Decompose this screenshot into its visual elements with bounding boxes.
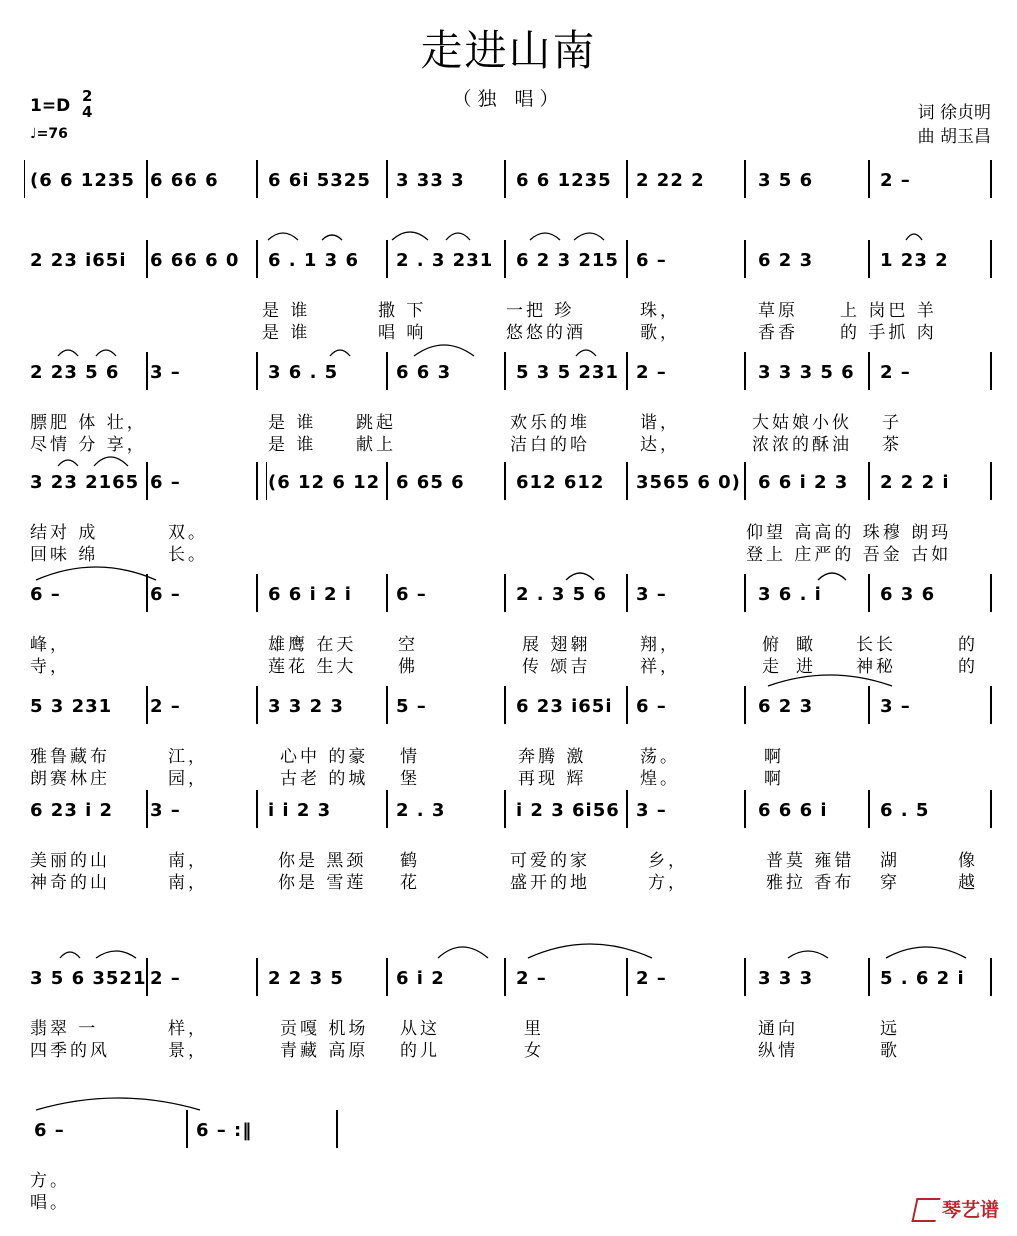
lyric-syllables: 盛开的地 bbox=[510, 873, 590, 893]
lyric-syllables: 寺， bbox=[30, 657, 70, 677]
lyric-syllables: 膘肥 体 壮， bbox=[30, 413, 147, 433]
measure: 6 6 1235 bbox=[516, 170, 612, 191]
score-line bbox=[0, 240, 1017, 280]
slur bbox=[392, 232, 428, 240]
lyric-syllables: 雅鲁藏布 bbox=[30, 747, 110, 767]
barline bbox=[386, 574, 388, 612]
measure: 2 – bbox=[880, 170, 911, 191]
lyric-syllables: 景， bbox=[168, 1041, 208, 1061]
barline bbox=[336, 1110, 338, 1148]
measure: 2 – bbox=[516, 968, 547, 989]
barline bbox=[146, 240, 148, 278]
lyric-syllables: 莲花 生大 bbox=[268, 657, 357, 677]
measure: 1 23 2 bbox=[880, 250, 949, 271]
repeat-bracket bbox=[266, 462, 267, 500]
slur bbox=[528, 944, 652, 958]
measure: 2 . 3 231 bbox=[396, 250, 494, 271]
measure: 6 2 3 bbox=[758, 250, 814, 271]
barline bbox=[626, 686, 628, 724]
barline bbox=[990, 240, 992, 278]
barline bbox=[744, 240, 746, 278]
measure: 3 5 6 bbox=[758, 170, 814, 191]
barline bbox=[626, 160, 628, 198]
lyric-syllables: 长长 bbox=[856, 635, 896, 655]
barline bbox=[146, 686, 148, 724]
measure: 612 612 bbox=[516, 472, 605, 493]
measure: i i 2 3 bbox=[268, 800, 332, 821]
measure: 2 – bbox=[150, 696, 181, 717]
measure: 6 – :‖ bbox=[196, 1120, 253, 1141]
slur bbox=[446, 233, 470, 240]
measure: 6 – bbox=[150, 472, 181, 493]
lyric-syllables: 唱 响 bbox=[378, 323, 427, 343]
slur bbox=[574, 233, 604, 240]
measure: 6 – bbox=[150, 584, 181, 605]
lyric-syllables: 远 bbox=[880, 1019, 900, 1039]
measure: 3 5 6 3521 bbox=[30, 968, 147, 989]
lyric-syllables: 谐， bbox=[640, 413, 680, 433]
time-signature-bottom: 4 bbox=[82, 103, 93, 121]
barline bbox=[626, 574, 628, 612]
logo-mark-icon bbox=[911, 1198, 940, 1222]
measure: 2 23 5 6 bbox=[30, 362, 120, 383]
lyric-syllables: 献上 bbox=[356, 435, 396, 455]
barline bbox=[990, 686, 992, 724]
measure: 6 66 6 0 bbox=[150, 250, 240, 271]
lyric-syllables: 佛 bbox=[398, 657, 418, 677]
site-logo: 琴艺谱 bbox=[914, 1195, 999, 1223]
lyric-syllables: 浓浓的酥油 bbox=[752, 435, 852, 455]
lyric-syllables: 尽情 分 享， bbox=[30, 435, 147, 455]
barline bbox=[386, 352, 388, 390]
lyric-syllables: 越 bbox=[958, 873, 978, 893]
lyric-syllables: 是 谁 bbox=[262, 323, 311, 343]
lyric-syllables: 普莫 雍错 bbox=[766, 851, 855, 871]
barline bbox=[504, 958, 506, 996]
measure: 6 6 3 bbox=[396, 362, 452, 383]
measure: 2 22 2 bbox=[636, 170, 705, 191]
measure: 2 . 3 5 6 bbox=[516, 584, 608, 605]
composer-credit: 曲 胡玉昌 bbox=[917, 127, 991, 147]
lyric-syllables: 再现 辉 bbox=[518, 769, 587, 789]
lyric-syllables: 啊 bbox=[764, 747, 784, 767]
measure: 6 6 i 2 i bbox=[268, 584, 352, 605]
barline bbox=[626, 240, 628, 278]
barline bbox=[386, 686, 388, 724]
barline bbox=[990, 160, 992, 198]
barline bbox=[990, 574, 992, 612]
measure: 6 2 3 bbox=[758, 696, 814, 717]
measure: 5 3 5 231 bbox=[516, 362, 619, 383]
barline bbox=[386, 160, 388, 198]
measure: 2 – bbox=[636, 362, 667, 383]
measure: 6 6 i 2 3 bbox=[758, 472, 849, 493]
measure: 3 23 2165 bbox=[30, 472, 140, 493]
barline bbox=[504, 462, 506, 500]
repeat-bracket bbox=[24, 160, 25, 198]
lyric-syllables: 长。 bbox=[168, 545, 208, 565]
measure: 3 – bbox=[636, 584, 667, 605]
lyric-syllables: 方， bbox=[648, 873, 688, 893]
measure: 6 i 2 bbox=[396, 968, 445, 989]
measure: 6 6i 5325 bbox=[268, 170, 371, 191]
barline bbox=[990, 352, 992, 390]
measure: 2 2 3 5 bbox=[268, 968, 344, 989]
barline bbox=[256, 958, 258, 996]
lyric-syllables: 四季的风 bbox=[30, 1041, 110, 1061]
lyric-syllables: 回味 绵 bbox=[30, 545, 99, 565]
lyric-syllables: 达， bbox=[640, 435, 680, 455]
measure: 3 33 3 bbox=[396, 170, 465, 191]
measure: 6 6 6 i bbox=[758, 800, 828, 821]
measure: 3 3 3 bbox=[758, 968, 814, 989]
barline bbox=[868, 958, 870, 996]
tempo-marking bbox=[30, 126, 68, 142]
barline bbox=[868, 574, 870, 612]
measure: i 2 3 6i56 bbox=[516, 800, 620, 821]
score-line bbox=[0, 790, 1017, 830]
score-line bbox=[0, 574, 1017, 614]
lyric-syllables: 双。 bbox=[168, 523, 208, 543]
measure: 3 – bbox=[880, 696, 911, 717]
lyric-syllables: 进 bbox=[796, 657, 816, 677]
lyric-syllables: 洁白的哈 bbox=[510, 435, 590, 455]
measure: 6 . 1 3 6 bbox=[268, 250, 360, 271]
lyric-syllables: 是 谁 bbox=[268, 435, 317, 455]
barline bbox=[146, 462, 148, 500]
barline bbox=[504, 790, 506, 828]
barline bbox=[256, 352, 258, 390]
measure: 3 – bbox=[636, 800, 667, 821]
lyric-syllables: 方。 bbox=[30, 1171, 70, 1191]
lyric-syllables: 女 bbox=[524, 1041, 544, 1061]
lyric-syllables: 走 bbox=[762, 657, 782, 677]
lyric-syllables: 鹤 bbox=[400, 851, 420, 871]
lyric-syllables: 翔， bbox=[640, 635, 680, 655]
lyric-syllables: 是 谁 bbox=[262, 301, 311, 321]
lyric-syllables: 南， bbox=[168, 873, 208, 893]
barline bbox=[504, 686, 506, 724]
barline bbox=[626, 462, 628, 500]
time-signature bbox=[82, 88, 92, 120]
barline bbox=[744, 462, 746, 500]
score-line bbox=[0, 958, 1017, 998]
measure: 3 6 . i bbox=[758, 584, 822, 605]
barline bbox=[744, 790, 746, 828]
barline bbox=[146, 790, 148, 828]
lyric-syllables: 像 bbox=[958, 851, 978, 871]
lyric-syllables: 是 谁 bbox=[268, 413, 317, 433]
measure: 3 3 3 5 6 bbox=[758, 362, 855, 383]
barline bbox=[256, 160, 258, 198]
measure: 6 – bbox=[30, 584, 61, 605]
score-line bbox=[0, 160, 1017, 200]
lyric-syllables: 翡翠 一 bbox=[30, 1019, 99, 1039]
measure: 3 3 2 3 bbox=[268, 696, 344, 717]
measure: 2 23 i65i bbox=[30, 250, 127, 271]
score-line bbox=[0, 1110, 1017, 1150]
lyric-syllables: 空 bbox=[398, 635, 418, 655]
barline bbox=[868, 240, 870, 278]
lyric-syllables: 乡， bbox=[648, 851, 688, 871]
lyric-syllables: 贡嘎 机场 bbox=[280, 1019, 369, 1039]
measure: (6 6 1235 bbox=[30, 170, 135, 191]
lyric-syllables: 悠悠的酒 bbox=[506, 323, 586, 343]
slur bbox=[438, 947, 488, 958]
lyric-syllables: 堡 bbox=[400, 769, 420, 789]
measure: 3 – bbox=[150, 800, 181, 821]
barline bbox=[256, 686, 258, 724]
barline bbox=[868, 352, 870, 390]
measure: 2 2 2 i bbox=[880, 472, 950, 493]
barline bbox=[504, 352, 506, 390]
lyric-syllables: 南， bbox=[168, 851, 208, 871]
quarter-note-icon: ♩ bbox=[30, 126, 37, 142]
key-signature: 1=D bbox=[30, 96, 71, 116]
lyric-syllables: 结对 成 bbox=[30, 523, 99, 543]
measure: 6 66 6 bbox=[150, 170, 219, 191]
barline bbox=[744, 352, 746, 390]
lyric-syllables: 里 bbox=[524, 1019, 544, 1039]
barline bbox=[744, 686, 746, 724]
lyric-syllables: 香香 bbox=[758, 323, 798, 343]
lyric-syllables: 欢乐的堆 bbox=[510, 413, 590, 433]
slur bbox=[36, 1098, 200, 1110]
score-line bbox=[0, 686, 1017, 726]
lyric-syllables: 你是 雪莲 bbox=[278, 873, 367, 893]
lyric-syllables: 美丽的山 bbox=[30, 851, 110, 871]
measure: (6 12 6 12 bbox=[268, 472, 381, 493]
lyric-syllables: 纵情 bbox=[758, 1041, 798, 1061]
barline bbox=[868, 160, 870, 198]
measure: 6 23 i 2 bbox=[30, 800, 114, 821]
measure: 5 . 6 2 i bbox=[880, 968, 965, 989]
measure: 5 3 231 bbox=[30, 696, 113, 717]
lyric-syllables: 园， bbox=[168, 769, 208, 789]
barline bbox=[256, 462, 258, 500]
measure: 6 – bbox=[34, 1120, 65, 1141]
measure: 2 – bbox=[880, 362, 911, 383]
lyric-syllables: 古老 的城 bbox=[280, 769, 369, 789]
lyric-syllables: 茶 bbox=[882, 435, 902, 455]
slur bbox=[268, 233, 298, 240]
lyric-syllables: 雄鹰 在天 bbox=[268, 635, 357, 655]
measure: 6 – bbox=[636, 250, 667, 271]
lyric-syllables: 江， bbox=[168, 747, 208, 767]
lyric-syllables: 大姑娘小伙 bbox=[752, 413, 852, 433]
lyricist-credit: 词 徐贞明 bbox=[917, 103, 991, 123]
measure: 2 . 3 bbox=[396, 800, 446, 821]
measure: 6 23 i65i bbox=[516, 696, 613, 717]
lyric-syllables: 青藏 高原 bbox=[280, 1041, 369, 1061]
lyric-syllables: 展 翅翱 bbox=[522, 635, 591, 655]
lyric-syllables: 神秘 bbox=[856, 657, 896, 677]
score-line bbox=[0, 462, 1017, 502]
lyric-syllables: 你是 黑颈 bbox=[278, 851, 367, 871]
barline bbox=[256, 574, 258, 612]
measure: 2 – bbox=[150, 968, 181, 989]
barline bbox=[990, 958, 992, 996]
lyric-syllables: 煌。 bbox=[640, 769, 680, 789]
measure: 6 – bbox=[396, 584, 427, 605]
lyric-syllables: 神奇的山 bbox=[30, 873, 110, 893]
slur bbox=[96, 951, 136, 958]
lyric-syllables: 祥， bbox=[640, 657, 680, 677]
lyric-syllables: 可爱的家 bbox=[510, 851, 590, 871]
lyric-syllables: 俯 bbox=[762, 635, 782, 655]
lyric-syllables: 雅拉 香布 bbox=[766, 873, 855, 893]
barline bbox=[386, 240, 388, 278]
lyric-syllables: 峰， bbox=[30, 635, 70, 655]
barline bbox=[504, 574, 506, 612]
barline bbox=[744, 160, 746, 198]
lyric-syllables: 撒 下 bbox=[378, 301, 427, 321]
barline bbox=[504, 160, 506, 198]
lyric-syllables: 唱。 bbox=[30, 1193, 70, 1213]
slur bbox=[530, 233, 560, 240]
lyric-syllables: 的 bbox=[958, 635, 978, 655]
barline bbox=[146, 574, 148, 612]
lyric-syllables: 仰望 高高的 珠穆 朗玛 bbox=[746, 523, 952, 543]
lyric-syllables: 花 bbox=[400, 873, 420, 893]
lyric-syllables: 跳起 bbox=[356, 413, 396, 433]
lyric-syllables: 朗赛林庄 bbox=[30, 769, 110, 789]
measure: 6 – bbox=[636, 696, 667, 717]
barline bbox=[386, 462, 388, 500]
barline bbox=[990, 462, 992, 500]
time-signature-top: 2 bbox=[82, 87, 93, 105]
lyric-syllables: 珠， bbox=[640, 301, 680, 321]
barline bbox=[256, 790, 258, 828]
lyric-syllables: 从这 bbox=[400, 1019, 440, 1039]
lyric-syllables: 子 bbox=[882, 413, 902, 433]
lyric-syllables: 歌 bbox=[880, 1041, 900, 1061]
song-title: 走进山南 bbox=[420, 26, 597, 75]
lyric-syllables: 心中 的豪 bbox=[280, 747, 369, 767]
tempo-value: =76 bbox=[36, 126, 68, 142]
barline bbox=[626, 958, 628, 996]
lyric-syllables: 登上 庄严的 吾金 古如 bbox=[746, 545, 952, 565]
barline bbox=[386, 790, 388, 828]
lyric-syllables: 瞰 bbox=[796, 635, 816, 655]
barline bbox=[186, 1110, 188, 1148]
lyric-syllables: 的 手抓 肉 bbox=[840, 323, 937, 343]
lyric-syllables: 歌， bbox=[640, 323, 680, 343]
barline bbox=[256, 240, 258, 278]
measure: 3565 6 0) bbox=[636, 472, 741, 493]
measure: 6 2 3 215 bbox=[516, 250, 619, 271]
barline bbox=[744, 574, 746, 612]
barline bbox=[990, 790, 992, 828]
lyric-syllables: 通向 bbox=[758, 1019, 798, 1039]
barline bbox=[868, 462, 870, 500]
measure: 5 – bbox=[396, 696, 427, 717]
lyric-syllables: 草原 bbox=[758, 301, 798, 321]
performance-type: （独 唱） bbox=[452, 88, 565, 110]
lyric-syllables: 上 岗巴 羊 bbox=[840, 301, 937, 321]
lyric-syllables: 湖 bbox=[880, 851, 900, 871]
barline bbox=[504, 240, 506, 278]
barline bbox=[146, 958, 148, 996]
lyric-syllables: 的 bbox=[958, 657, 978, 677]
score-line bbox=[0, 352, 1017, 392]
lyric-syllables: 奔腾 激 bbox=[518, 747, 587, 767]
barline bbox=[626, 790, 628, 828]
barline bbox=[386, 958, 388, 996]
measure: 6 65 6 bbox=[396, 472, 465, 493]
lyric-syllables: 荡。 bbox=[640, 747, 680, 767]
lyric-syllables: 的儿 bbox=[400, 1041, 440, 1061]
measure: 3 6 . 5 bbox=[268, 362, 339, 383]
lyric-syllables: 穿 bbox=[880, 873, 900, 893]
slur bbox=[788, 951, 828, 958]
lyric-syllables: 样， bbox=[168, 1019, 208, 1039]
barline bbox=[146, 160, 148, 198]
measure: 2 – bbox=[636, 968, 667, 989]
barline bbox=[868, 686, 870, 724]
barline bbox=[744, 958, 746, 996]
lyric-syllables: 一把 珍 bbox=[506, 301, 575, 321]
lyric-syllables: 情 bbox=[400, 747, 420, 767]
measure: 6 3 6 bbox=[880, 584, 936, 605]
barline bbox=[626, 352, 628, 390]
measure: 6 . 5 bbox=[880, 800, 930, 821]
lyric-syllables: 传 颂吉 bbox=[522, 657, 591, 677]
lyric-syllables: 啊 bbox=[764, 769, 784, 789]
measure: 3 – bbox=[150, 362, 181, 383]
barline bbox=[868, 790, 870, 828]
slur bbox=[886, 947, 966, 958]
barline bbox=[146, 352, 148, 390]
